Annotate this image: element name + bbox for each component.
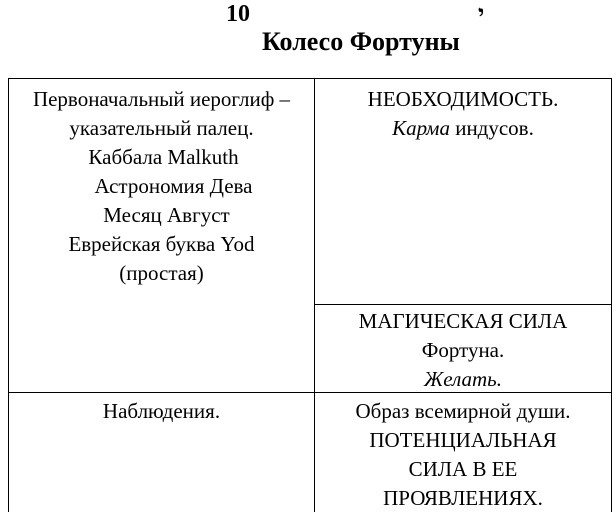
hebrew-letter: י xyxy=(478,2,485,28)
manifestations-line: ПРОЯВЛЕНИЯХ. xyxy=(383,486,543,510)
kabbalah-row xyxy=(9,143,314,172)
force-line: СИЛА В ЕЕ xyxy=(408,457,518,481)
fortune-line: Фортуна. xyxy=(421,338,505,362)
world-soul-line: Образ всемирной души. xyxy=(355,399,571,423)
karma-rest: индусов. xyxy=(449,116,534,140)
kabbalah-label: Каббала xyxy=(88,145,163,169)
hebrew-letter-line: Еврейская буква Yod xyxy=(68,232,255,256)
month-label: Месяц xyxy=(103,203,162,227)
table-cell-necessity xyxy=(314,78,612,304)
observations-label: Наблюдения. xyxy=(102,399,221,423)
month-value: Август xyxy=(167,203,230,227)
correspondence-table xyxy=(8,78,612,512)
hieroglyph-line-2: указательный палец. xyxy=(69,116,254,140)
potential-line: ПОТЕНЦИАЛЬНАЯ xyxy=(369,428,557,452)
card-number: 10 xyxy=(226,1,250,27)
astronomy-label: Астрономия xyxy=(94,174,205,198)
astronomy-value: Дева xyxy=(209,174,253,198)
karma-italic: Карма xyxy=(392,116,450,140)
page-title: Колесо Фортуны xyxy=(262,27,460,56)
kabbalah-value: Malkuth xyxy=(167,145,239,169)
astronomy-row xyxy=(9,172,314,201)
karma-line xyxy=(315,114,611,143)
table-cell-world-soul xyxy=(314,392,612,512)
hieroglyph-line: Первоначальный иероглиф – xyxy=(32,87,291,111)
necessity-heading: НЕОБХОДИМОСТЬ. xyxy=(367,87,559,111)
table-cell-magic-force xyxy=(314,304,612,392)
magic-force-heading: МАГИЧЕСКАЯ СИЛА xyxy=(358,309,568,333)
table-cell-correspondences xyxy=(8,78,314,392)
table-cell-observations xyxy=(8,392,314,512)
month-row xyxy=(9,201,314,230)
desire-line: Желать. xyxy=(424,367,502,391)
hebrew-letter-note: (простая) xyxy=(119,261,204,285)
